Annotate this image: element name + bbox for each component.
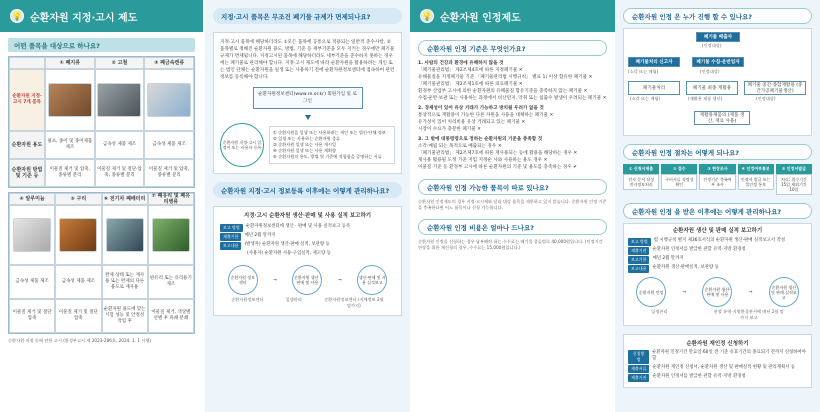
lightbulb-icon: 💡 [10,9,24,23]
step-desc: 구비서류 적정성 확인 [661,174,697,190]
question-title [418,219,607,235]
criteria-item: 「폐기물관리법」 제2조제4호에 따른 지정폐기물 ✕ [418,68,523,73]
step-desc: 전자 문서 작성 전자정보처리 [623,174,659,190]
row-value: 순환자원정보센터에 생산 · 판매 및 사용 실적보고 등록 [245,224,351,229]
table-cell: 완제 상태 또는 재사용 또는 완제의 다른 용도로 재사용 [102,265,148,299]
org-node: 재활용제품의 (제품 생산, 재료 사용) [694,111,750,125]
criteria-head: 2. 경제성이 있어 유상 거래가 가능하고 방치될 우려가 없을 것 [418,106,544,111]
panel-management [615,0,820,412]
footnote: 순환자원 지정 등에 관한 고시 (환경부고시 제 2023-286호, 2024. 1. 1 시행) [8,338,151,343]
flow-node: 순환자원 생산 · 판매 및 사용 [292,265,322,295]
renewal-row [628,365,807,373]
panel-header [0,0,203,32]
flow-diagram [628,277,807,307]
row-label: 순환자원 용도 [9,131,45,159]
report-row [220,224,395,232]
row-label: 보고 방법 [220,224,243,232]
explanation-box [213,32,402,174]
renewal-box [623,334,812,388]
row-value: 매년 2월 말까지 [652,256,684,261]
row-value: 순환자원 생산·판매실적, 보관량 등 [652,265,719,270]
org-node: 폐기물처리 [628,81,680,95]
list-item: ④ 순환자원 일생 또는 사용 계획량 [273,148,336,153]
item-table-2 [8,192,195,334]
process-steps [623,164,812,195]
criteria-item: 환경부 산업부 고시에 의한 순환자원의 유해물질 함유기준을 충족하지 않는 폐기물 ✕ [418,89,588,94]
report-box [213,206,402,316]
panel-exemption [205,0,410,412]
criteria-item: 소각·매립 되는 목적으로 배출되는 경우 ✕ [418,144,502,149]
row-value: (발생자) 순환자원 생산·판매 실적, 보관량 등 [244,242,330,247]
renewal-row [628,350,807,364]
row-label: 제출기한 [220,233,241,241]
row-label: 보고기한 [628,256,649,264]
table-cell: 필프, 종이 및 종이제품 제조 [45,131,95,159]
row-value: 순환자원 재인정 신청서, 순환자원 생산 및 판매실적 현황 및 관리계획서 등 [652,365,796,370]
criteria-list [418,60,607,171]
row-label: 순환자원 방법 및 기준 등 [9,159,45,187]
down-arrow-icon [305,115,311,120]
org-node: 폐기물 수집·운반업자 [692,57,744,67]
right-arrow-icon: → [337,277,342,283]
question-title [623,8,812,24]
criteria-item: 「폐기물관리법」 제2조제1호에 따른 의료폐기물 ✕ [418,82,523,87]
question-text: 순환자원 인정 을 받은 이후에는 어떻게 관리하나요? [632,207,782,216]
report-row [628,247,807,255]
flow-caption: 일생관리 [285,297,302,302]
table-cell: 이물질 제거, 색상별 선별 후 파쇄 분쇄 [148,299,194,333]
waste-paper-image [45,69,95,131]
question-text: 순환자원 인정 절차는 어떻게 되나요? [632,148,740,157]
report-row [220,251,395,259]
flow-node: 순환자원 인정 [636,277,666,307]
answer-text: 순환자원 인정을 신청하는 경우 납부해야 하는 수수료는 폐기물 종류별로 40,000원입니다. (인정기간 연장을 위한 재신청의 경우, 수수료는 15,000원입니다.) [418,239,603,250]
col-head: ④ 알루미늄 [9,193,55,205]
question-title [213,8,402,24]
copper-image [55,205,101,265]
flow-node: 순환자원 생산 및 판매 실적보고 [769,277,799,307]
criteria-item: 이물질 기준 등 환경부 고시에 따른 순환자원의 기준 및 용도를 충족하는 경우 ✔ [418,165,577,170]
row-label: 보고내용 [628,265,649,273]
flow-node: 생산·판매 및 사용 실적보고 [357,265,387,295]
site-box: 순환자원정보센터(www.re.or.kr) 회원가입 및 로그인 [253,87,363,109]
report-row [628,265,807,273]
row-value: 매년 2월 말까지 [244,233,276,238]
question-title [623,203,812,219]
flow-diagram [220,265,395,295]
process-step [776,164,812,195]
table-cell: 이물질 제거 및 절단 압축 [55,299,101,333]
question-text: 순환자원 인정 가능한 품목이 따로 있나요? [427,183,549,192]
criteria-item: 수집·운반·보관 또는 사용하는 과정에서 비산먼지, 악취 또는 침출수 발생이 우려되는 폐기물 ✕ [418,96,607,101]
table-cell: 금속성 제품 제조 [9,265,55,299]
process-step [661,164,697,195]
register-list [269,126,395,164]
table-cell: 판유리 또는 유리용기 제조 [148,265,194,299]
criteria-item: 통상적으로 재활용이 가능한 다른 자원을 사용을 대체하는 폐기물 ✕ [418,113,554,118]
org-note: (인정대상) [702,43,722,48]
criteria-item: 재사용 활용될 도정 기준 지킴 지정순 사와 사용하는 용도 경우 ✕ [418,158,548,163]
criteria-item: 유해물질을 지정폐기물 기준 「폐기물관리법 시행규칙」 별표 1) 이상 함유한 폐기물 ✕ [418,75,593,80]
right-arrow-icon: → [273,277,278,283]
process-step [738,164,774,195]
col-head: ② 고철 [95,57,145,69]
org-note: (소각 또는 매립) [630,96,661,101]
row-head: 순환자원 지정·고시 7개 품목 [9,69,45,131]
report-row [220,242,395,250]
question-text: 순환자원 인정 비용은 얼마나 드나요? [427,223,535,232]
criteria-item: 시장이 수요가 충분한 폐기물 ✕ [418,127,481,132]
table-cell: 이물질 제거 및 압축, 종류별 분리 [144,159,194,187]
row-label: 제출서류 [628,365,649,373]
row-value: 순환자원 인정서를 발급한 관할 유역·지방 환경청 [652,374,746,379]
report-row [628,256,807,264]
step-title: ② 접수 [661,164,697,174]
right-arrow-icon: → [682,289,687,295]
org-node: 폐기물 최종 재활용 [686,81,738,95]
item-table-1 [8,56,195,188]
criteria-head: 1. 사람의 건강과 환경에 유해하지 않을 것 [418,61,504,66]
col-head: ③ 폐금속캔류 [144,57,194,69]
report-box [623,223,812,326]
flow-caption: 순환자원정보센터 [231,297,264,302]
scrap-iron-image [95,69,145,131]
row-label: 제출기관 [628,247,649,255]
table-corner [9,57,45,69]
criteria-item: 「폐기물관리법」 제2조제7호에 따른 재사용되는 등에 활용을 해당하는 경우 ✕ [418,151,578,156]
col-head: ⑥ 전기차 폐배터리 [102,193,148,205]
question-title [418,40,607,56]
table-cell: 이물질 제거 및 절단·압축, 종류별 분리 [95,159,145,187]
org-node: 폐기물처리 신고자 [628,57,680,67]
header-title: 순환자원 인정제도 [440,12,521,24]
report-row [220,233,395,241]
row-label: 제출기관 [628,374,649,382]
step-title: ④ 인정여부통보 [738,164,774,174]
step-desc: 처리: 접수기간 15일 제외기간 10일 [776,174,812,195]
aluminum-image [9,205,55,265]
question-title [623,144,812,160]
section-title-bar [213,182,402,198]
row-label: 보고내용 [220,242,241,250]
question-title [418,179,607,195]
list-item: ⑤ 순환자원의 용도, 방법 및 기준에 적합함을 증명하는 서류 [273,154,382,159]
table-cell: 이물질 제거 및 절단 압축 [9,299,55,333]
org-note: (인정대상) [756,96,776,101]
report-row [628,238,807,246]
section-title: 어떤 품목을 대상으로 하나요? [14,41,100,50]
section-bar [8,38,195,52]
panel-header [410,0,615,32]
renewal-row [628,374,807,382]
flow-caption: 일생관리 [651,309,668,314]
org-note: (인정대상) [700,69,720,74]
register-circle: 순환자원 지정·고시 일정이 또는 사용자 등록 [220,123,264,167]
list-item: ② 일생 또는 사용하는 순환자원 종류 [273,136,341,141]
panel-designation [0,0,203,412]
org-note: (소각 또는 매립) [628,69,659,74]
table-cell: 이물질 제거 및 압축, 종류별 분리 [45,159,95,187]
table-cell: 금속성 제품 제조 [55,265,101,299]
report-title: 지정·고시 순환자원 생산·판매 및 사용 실적 보고하기 [243,213,372,219]
row-value: (사용자) 순환자원 사용·구입실적, 제고량 등 [247,251,331,256]
org-node: 폐기물 배출자 [696,32,740,42]
section-title: 순환자원 지정·고시 정보등록 이후에는 어떻게 관리하나요? [221,186,390,195]
list-item: ③ 순환자원 일생 또는 사용 개시일 [273,142,336,147]
metal-cans-image [144,69,194,131]
step-title: ③ 현장조사 [699,164,735,174]
list-item: ① 순환자원을 일생 또는 사용하려는 개인 또는 법인·단체 정보 [273,130,386,135]
process-step [699,164,735,195]
table-cell: 금속성 제품 제조 [144,131,194,159]
report-title: 순환자원 생산 및 판매 실적 보고하기 [672,228,763,234]
glass-bottle-image [148,205,194,265]
process-step [623,164,659,195]
flow-node: 순환자원 정보센터 [228,265,258,295]
row-value: 법 시행규칙 별지 제36호서식의 순환자원 생산·판매 실적보고서 작성 [653,238,786,243]
criteria-item: 유가성이 있어 처리비용 유상 거래되고 있는 폐기물 ✕ [418,120,526,125]
org-node: 폐기물 중간·종합재활용 (중간가공폐기물생산) [744,81,806,95]
flow-caption: 순환자원정보센터 (지체정보 2월 말까지) [324,297,384,308]
lightbulb-icon: 💡 [420,9,434,23]
row-value: 순환자원 인정서를 발급한 관할 유역·지방 환경청 [652,247,746,252]
header-title: 순환자원 지정·고시 제도 [30,12,138,24]
org-note: (재활용 제품 생산) [688,96,723,101]
flow-node: 순환자원 생산·판매 및 사용 [702,277,732,307]
step-title: ① 신청서제출 [623,164,659,174]
table-cell: 금속성 제품 제조 [95,131,145,159]
criteria-head: 3. 그 밖에 대통령령으로 정하는 순환자원의 기준을 충족할 것 [418,137,543,142]
table-cell: 순환자원 용도에 맞는 시험 성능 및 안정성 작업 후 [102,299,148,333]
panel-recognition [410,0,615,412]
row-label: 신청방법 [628,350,649,364]
col-head: ⑤ 구리 [55,193,101,205]
org-chart [623,28,812,136]
explanation-text: 지정·고시 품목에 해당하더라도 ①모든 품목에 공통으로 적용되는 일반적 준수사항, ②품목별로 정해진 순환자원 용도, 방법, 기준 등 세부기준을 모두 지키는 경우에만 폐기물 규제가 면제됩니다. 지정고시된 품목에 해당하더라도 세부기준을 준수하지 못하는 경우에는 폐기물로 관리해야 합니다. 지정·고시 제도에 따라 순환자원을 활용하려는 개인 또는 법인 단체는 순환자원을 일생 또는 사용하기 전에 순환자원정보센터에 접속하여 관련정보를 등록해야 합니다. [220,40,395,80]
ev-battery-image [102,205,148,265]
step-title: ⑤ 인정서발급 [776,164,812,174]
col-head: ① 폐지류 [45,57,95,69]
right-arrow-icon: → [748,289,753,295]
col-head: ⑦ 폐유리 및 폐유리병류 [148,193,194,205]
answer-text: 순환자원 인정제도의 경우 지정·고시제와 달리 대상 품목을 제한하고 있지 않습니다. 순환자원 인정 기준을 충족한다면 어느 품목이나 신청 가능합니다. [418,199,607,210]
question-text: 순환자원 인정 은 누가 진행 할 수 있나요? [632,12,753,21]
flow-caption: 관할 유역·지방환경관서에 매년 2월 말까지 보고 [713,309,784,320]
renewal-title: 순환자원 재인정 신청하기 [686,341,749,347]
question-text: 지정·고시 품목은 무조건 폐기물 규제가 면제되나요? [221,12,371,21]
row-label: 보고 방법 [628,238,651,246]
step-desc: 인정기준 충족여부 조사 [699,174,735,190]
question-text: 순환자원 인정 기준은 무엇인가요? [427,44,526,53]
step-desc: 인정서 발급 또는 불인정 통보 [738,174,774,190]
row-value: 순환자원 인정기간 만료일 60일 전 기준 유효기간의 종료되기 전까지 신청하여야 함 [652,350,806,361]
